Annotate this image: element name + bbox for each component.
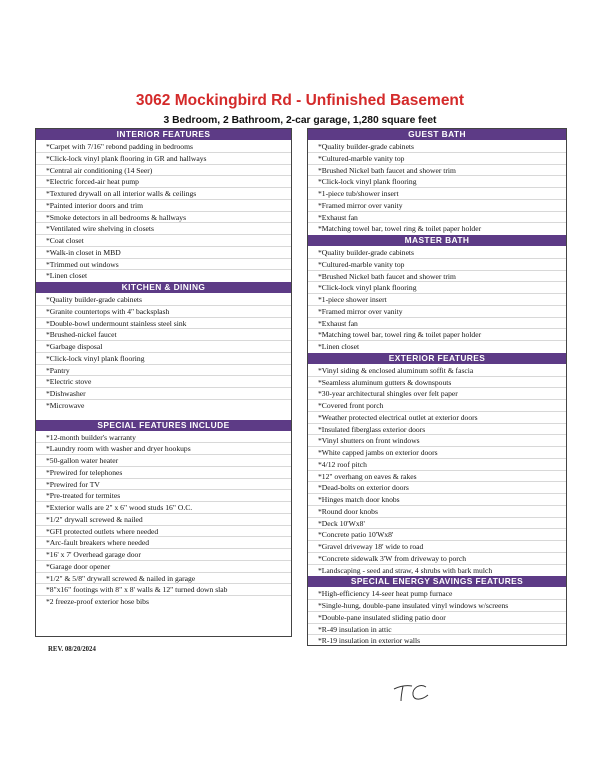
list-item: *Brushed Nickel bath faucet and shower trim [308, 271, 566, 283]
list-item: *Walk-in closet in MBD [36, 247, 291, 259]
list-item: *Quality builder-grade cabinets [308, 247, 566, 259]
list-item: *Matching towel bar, towel ring & toilet paper holder [318, 224, 482, 234]
list-item: *Framed mirror over vanity [308, 306, 566, 318]
list-item: *Seamless aluminum gutters & downspouts [308, 377, 566, 389]
page-title: 3062 Mockingbird Rd - Unfinished Basement [135, 92, 465, 109]
list-item: *Garbage disposal [36, 341, 291, 353]
energy-list [308, 587, 566, 647]
list-item: *Dead-bolts on exterior doors [308, 482, 566, 494]
list-item: *Quality builder-grade cabinets [36, 294, 291, 306]
list-item: *1/2" drywall screwed & nailed [36, 514, 291, 526]
list-item: *Linen closet [46, 271, 88, 281]
list-item: *Carpet with 7/16" rebond padding in bedrooms [36, 141, 291, 153]
spacer [36, 412, 291, 420]
list-item: *Click-lock vinyl plank flooring in GR and hallways [36, 153, 291, 165]
list-item: *Dishwasher [36, 388, 291, 400]
list-item: *Painted interior doors and trim [36, 200, 291, 212]
list-item: *Double-pane insulated sliding patio door [308, 612, 566, 624]
list-item: *Exterior walls are 2" x 6" wood studs 16" O.C. [36, 502, 291, 514]
list-item: *Exhaust fan [308, 212, 566, 224]
list-item: *Linen closet [318, 342, 360, 351]
list-item: *Trimmed out windows [36, 259, 291, 271]
list-item: *Electric stove [36, 376, 291, 388]
list-item: *Coat closet [36, 235, 291, 247]
list-item: *Microwave [46, 400, 85, 410]
list-item: *Round door knobs [308, 506, 566, 518]
section-header-exterior: EXTERIOR FEATURES [308, 353, 566, 364]
list-item: *Pantry [36, 365, 291, 377]
list-item: *Textured drywall on all interior walls & ceilings [36, 188, 291, 200]
list-item: *2 freeze-proof exterior hose bibs [46, 597, 149, 606]
list-item: *Central air conditioning (14 Seer) [36, 165, 291, 177]
list-item: *Arc-fault breakers where needed [36, 537, 291, 549]
list-item: *Prewired for TV [36, 479, 291, 491]
list-item: *White capped jambs on exterior doors [308, 447, 566, 459]
list-item: *Hinges match door knobs [308, 494, 566, 506]
list-item: *Click-lock vinyl plank flooring [36, 353, 291, 365]
list-item: *Quality builder-grade cabinets [308, 141, 566, 153]
list-item: *Double-bowl undermount stainless steel sink [36, 318, 291, 330]
right-column [307, 128, 567, 646]
special-list [36, 431, 291, 608]
list-item: *12-month builder's warranty [36, 432, 291, 444]
list-item: *Exhaust fan [308, 318, 566, 330]
list-item: *Framed mirror over vanity [308, 200, 566, 212]
list-item: *Weather protected electrical outlet at exterior doors [308, 412, 566, 424]
section-header-master-bath: MASTER BATH [308, 235, 566, 246]
list-item: *Gravel driveway 18' wide to road [308, 541, 566, 553]
list-item: *Click-lock vinyl plank flooring [308, 176, 566, 188]
section-header-interior: INTERIOR FEATURES [36, 129, 291, 140]
interior-list [36, 140, 291, 282]
left-column [35, 128, 292, 637]
list-item: *16' x 7' Overhead garage door [36, 549, 291, 561]
revision-date: REV. 08/20/2024 [48, 646, 96, 653]
list-item: *Concrete patio 10'Wx8' [308, 529, 566, 541]
section-header-guest-bath: GUEST BATH [308, 129, 566, 140]
list-item: *Landscaping - seed and straw, 4 shrubs with bark mulch [318, 565, 493, 575]
list-item: *50-gallon water heater [36, 455, 291, 467]
list-item: *Pre-treated for termites [36, 490, 291, 502]
list-item: *R-19 insulation in exterior walls [318, 636, 421, 646]
list-item: *Brushed Nickel bath faucet and shower trim [308, 165, 566, 177]
list-item: *30-year architectural shingles over felt paper [308, 388, 566, 400]
list-item: *Matching towel bar, towel ring & toilet paper holder [308, 329, 566, 341]
guest-bath-list [308, 140, 566, 235]
list-item: *Click-lock vinyl plank flooring [308, 282, 566, 294]
list-item: *Insulated fiberglass exterior doors [308, 424, 566, 436]
section-header-special: SPECIAL FEATURES INCLUDE [36, 420, 291, 431]
list-item: *Electric forced-air heat pump [36, 176, 291, 188]
list-item: *Single-hung, double-pane insulated vinyl windows w/screens [308, 600, 566, 612]
list-item: *Covered front porch [308, 400, 566, 412]
list-item: *Deck 10'Wx8' [308, 518, 566, 530]
list-item: *R-49 insulation in attic [308, 624, 566, 636]
list-item: *Cultured-marble vanity top [308, 259, 566, 271]
list-item: *Cultured-marble vanity top [308, 153, 566, 165]
section-header-energy: SPECIAL ENERGY SAVINGS FEATURES [308, 576, 566, 587]
list-item: *Vinyl siding & enclosed aluminum soffit & fascia [308, 365, 566, 377]
kitchen-list [36, 293, 291, 412]
list-item: *Smoke detectors in all bedrooms & hallways [36, 212, 291, 224]
list-item: *Prewired for telephones [36, 467, 291, 479]
list-item: *1-piece shower insert [308, 294, 566, 306]
exterior-list [308, 364, 566, 577]
list-item: *Laundry room with washer and dryer hookups [36, 443, 291, 455]
list-item: *12" overhang on eaves & rakes [308, 471, 566, 483]
list-item: *High-efficiency 14-seer heat pump furnace [308, 588, 566, 600]
section-header-kitchen: KITCHEN & DINING [36, 282, 291, 293]
list-item: *Vinyl shutters on front windows [308, 435, 566, 447]
list-item: *Concrete sidewalk 3'W from driveway to porch [308, 553, 566, 565]
handwritten-initials-signature [392, 680, 432, 704]
list-item: *1-piece tub/shower insert [308, 188, 566, 200]
master-bath-list [308, 246, 566, 353]
list-item: *Garage door opener [36, 561, 291, 573]
page-subtitle: 3 Bedroom, 2 Bathroom, 2-car garage, 1,280 square feet [163, 115, 437, 126]
list-item: *Brushed-nickel faucet [36, 329, 291, 341]
list-item: *Granite countertops with 4" backsplash [36, 306, 291, 318]
list-item: *Ventilated wire shelving in closets [36, 223, 291, 235]
list-item: *8"x16" footings with 8" x 8' walls & 12" turned down slab [36, 584, 291, 596]
list-item: *1/2" & 5/8" drywall screwed & nailed in garage [36, 573, 291, 585]
list-item: *GFI protected outlets where needed [36, 526, 291, 538]
list-item: *4/12 roof pitch [308, 459, 566, 471]
